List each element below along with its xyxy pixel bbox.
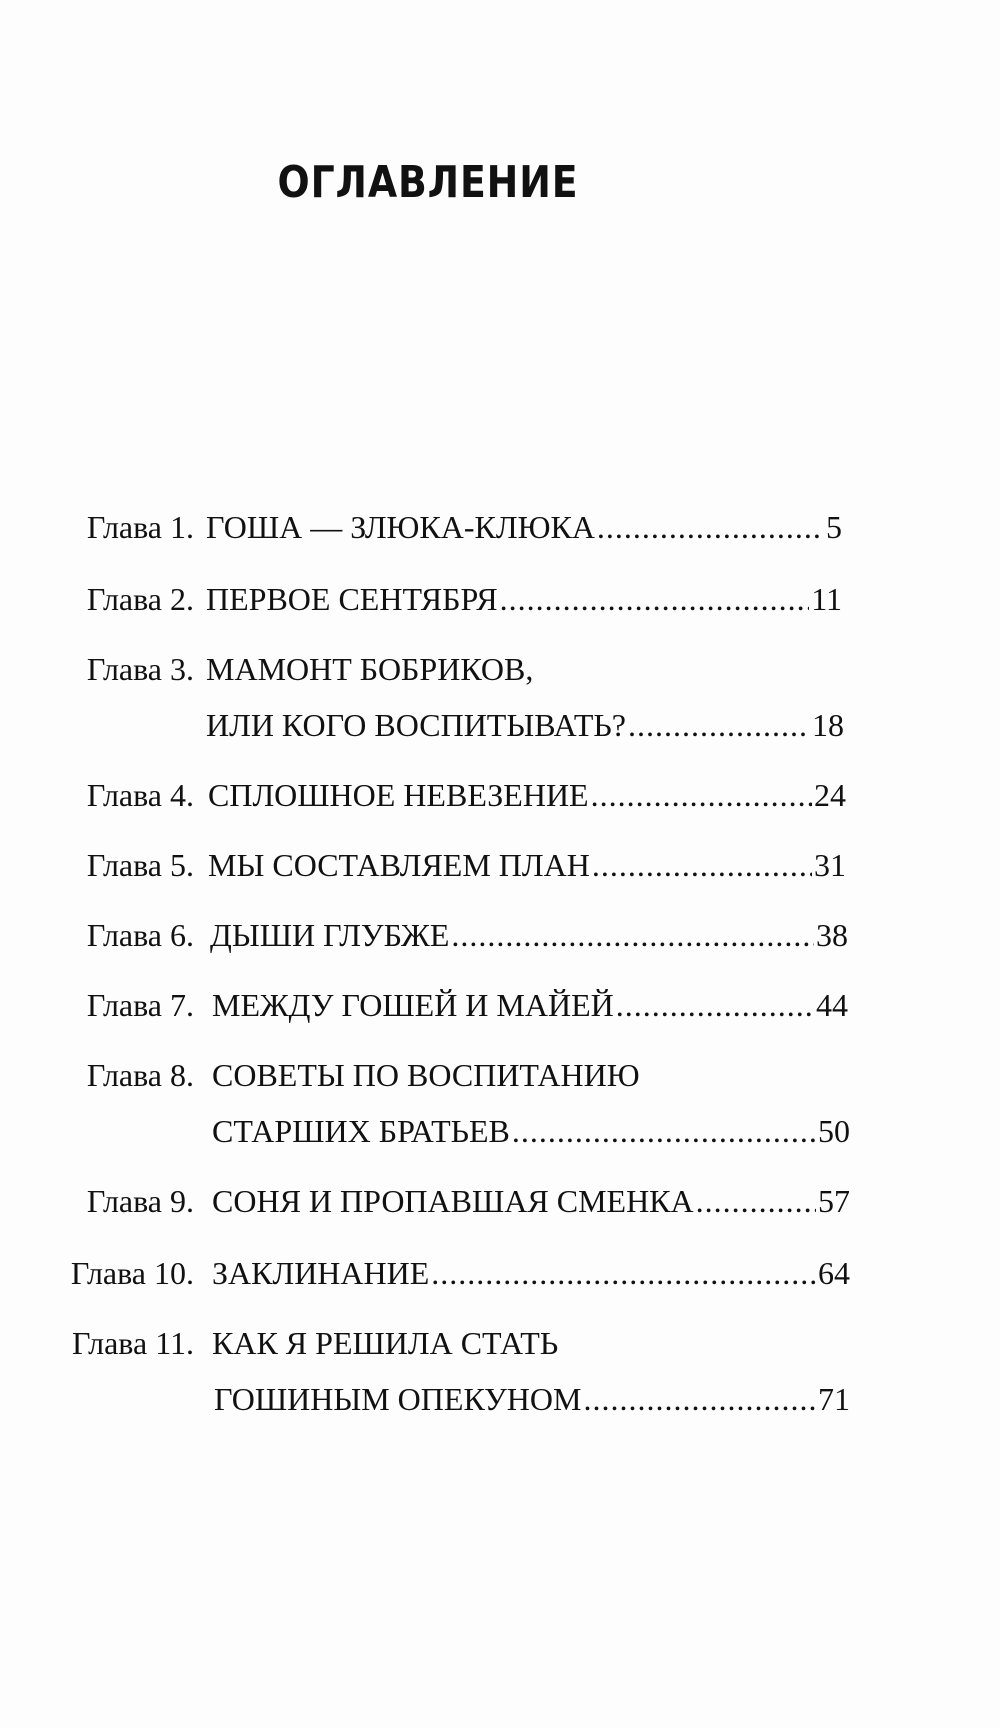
chapter-title-continued: ИЛИ КОГО ВОСПИТЫВАТЬ? — [206, 707, 626, 743]
page-number: 57 — [818, 1183, 850, 1219]
chapter-label: Глава 8. — [86, 1057, 194, 1093]
toc-line — [212, 984, 848, 1026]
toc-line — [212, 1110, 850, 1152]
page-number: 71 — [818, 1381, 850, 1417]
page-number: 50 — [818, 1113, 850, 1149]
dot-leader — [512, 1110, 816, 1152]
chapter-title: МАМОНТ БОБРИКОВ, — [206, 651, 534, 687]
dot-leader — [616, 984, 814, 1026]
chapter-label: Глава 2. — [86, 581, 194, 617]
toc-line — [210, 914, 848, 956]
page-number: 11 — [811, 581, 842, 617]
page-number: 24 — [814, 777, 846, 813]
page-title: ОГЛАВЛЕНИЕ — [277, 157, 579, 209]
chapter-title-continued: СТАРШИХ БРАТЬЕВ — [212, 1113, 510, 1149]
chapter-label: Глава 9. — [86, 1183, 194, 1219]
dot-leader — [500, 578, 810, 620]
chapter-label: Глава 3. — [86, 651, 194, 687]
dot-leader — [583, 1378, 816, 1420]
dot-leader — [451, 914, 814, 956]
chapter-title: ДЫШИ ГЛУБЖЕ — [210, 917, 450, 953]
toc-line — [206, 648, 842, 690]
dot-leader — [696, 1180, 816, 1222]
toc-line — [206, 578, 842, 620]
page-number: 44 — [816, 987, 848, 1023]
toc-line — [206, 704, 844, 746]
dot-leader — [597, 506, 824, 548]
chapter-label: Глава 4. — [86, 777, 194, 813]
toc-line — [212, 1054, 848, 1096]
page-number: 38 — [816, 917, 848, 953]
toc-line — [208, 774, 846, 816]
chapter-label: Глава 5. — [86, 847, 194, 883]
chapter-title: СОНЯ И ПРОПАВШАЯ СМЕНКА — [212, 1183, 694, 1219]
chapter-title: МЫ СОСТАВЛЯЕМ ПЛАН — [208, 847, 590, 883]
chapter-title: СПЛОШНОЕ НЕВЕЗЕНИЕ — [208, 777, 589, 813]
toc-line — [208, 844, 846, 886]
chapter-label: Глава 11. — [72, 1325, 194, 1361]
chapter-title: СОВЕТЫ ПО ВОСПИТАНИЮ — [212, 1057, 640, 1093]
chapter-label: Глава 6. — [86, 917, 194, 953]
page-number: 64 — [818, 1255, 850, 1291]
toc-line — [212, 1322, 848, 1364]
chapter-title: ГОША — ЗЛЮКА-КЛЮКА — [206, 509, 595, 545]
page-number: 18 — [812, 707, 844, 743]
chapter-title: МЕЖДУ ГОШЕЙ И МАЙЕЙ — [212, 987, 614, 1023]
chapter-title: ЗАКЛИНАНИЕ — [212, 1255, 430, 1291]
chapter-title: ПЕРВОЕ СЕНТЯБРЯ — [206, 581, 498, 617]
toc-line — [212, 1252, 850, 1294]
chapter-title-continued: ГОШИНЫМ ОПЕКУНОМ — [214, 1381, 582, 1417]
toc-line — [206, 506, 842, 548]
dot-leader — [592, 844, 812, 886]
chapter-label: Глава 1. — [86, 509, 194, 545]
chapter-label: Глава 7. — [86, 987, 194, 1023]
toc-line — [214, 1378, 850, 1420]
dot-leader — [628, 704, 810, 746]
chapter-label: Глава 10. — [70, 1255, 194, 1291]
page-number: 31 — [814, 847, 846, 883]
chapter-title: КАК Я РЕШИЛА СТАТЬ — [212, 1325, 559, 1361]
dot-leader — [431, 1252, 816, 1294]
page-number: 5 — [826, 509, 842, 545]
toc-line — [212, 1180, 850, 1222]
dot-leader — [591, 774, 812, 816]
